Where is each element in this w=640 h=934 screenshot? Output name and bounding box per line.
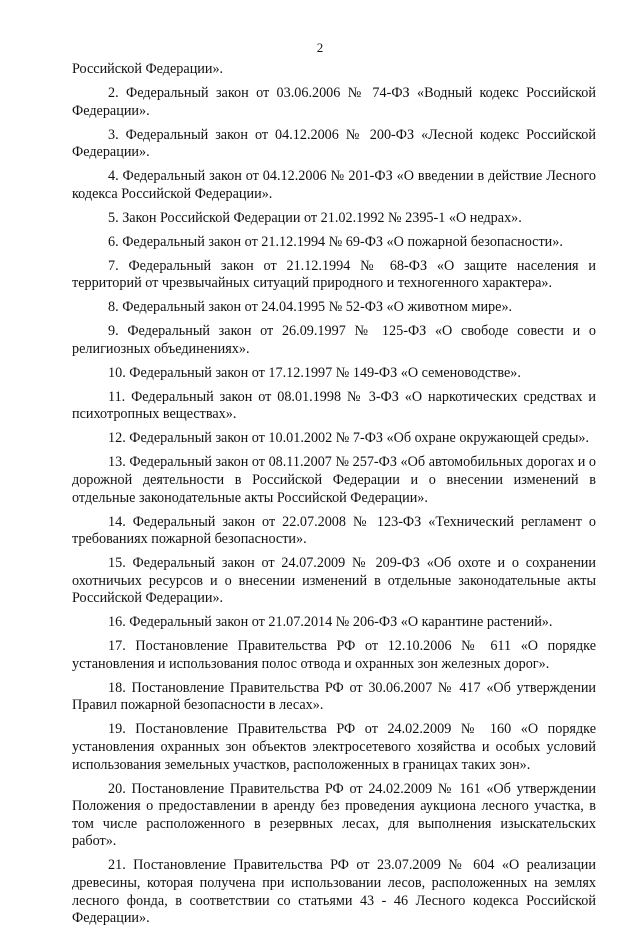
list-item-continuation: Российской Федерации». <box>72 61 224 77</box>
list-item: 11. Федеральный закон от 08.01.1998 № 3-ФЗ «О наркотических средствах и психотропных веществах». <box>72 388 596 423</box>
list-item: 3. Федеральный закон от 04.12.2006 № 200-ФЗ «Лесной кодекс Российской Федерации». <box>72 126 596 161</box>
list-item: 21. Постановление Правительства РФ от 23.07.2009 № 604 «О реализации древесины, которая получена при использовании лесов, расположенных на землях лесного фонда, в соответствии со статьями 43 - 46 Лесного кодекса Российской Федерации». <box>72 857 596 927</box>
list-item: 14. Федеральный закон от 22.07.2008 № 123-ФЗ «Технический регламент о требованиях пожарной безопасности». <box>72 513 596 548</box>
list-item: 18. Постановление Правительства РФ от 30.06.2007 № 417 «Об утверждении Правил пожарной безопасности в лесах». <box>72 679 596 714</box>
list-item: 17. Постановление Правительства РФ от 12.10.2006 № 611 «О порядке установления и использования полос отвода и охранных зон железных дорог». <box>72 638 596 672</box>
list-item: 2. Федеральный закон от 03.06.2006 № 74-ФЗ «Водный кодекс Российской Федерации». <box>72 84 596 119</box>
list-item: 16. Федеральный закон от 21.07.2014 № 206-ФЗ «О карантине растений». <box>108 614 553 631</box>
list-item: 4. Федеральный закон от 04.12.2006 № 201-ФЗ «О введении в действие Лесного кодекса Российской Федерации». <box>72 168 596 202</box>
list-item: 5. Закон Российской Федерации от 21.02.1992 № 2395-1 «О недрах». <box>108 209 522 226</box>
list-item: 15. Федеральный закон от 24.07.2009 № 209-ФЗ «Об охоте и о сохранении охотничьих ресурсов и о внесении изменений в отдельные законодательные акты Российской Федерации». <box>72 555 596 607</box>
document-body <box>72 61 596 934</box>
list-item: 13. Федеральный закон от 08.11.2007 № 257-ФЗ «Об автомобильных дорогах и о дорожной деятельности в Российской Федерации и о внесении изменений в отдельные законодательные акты Российской Федерации». <box>72 454 596 506</box>
list-item: 8. Федеральный закон от 24.04.1995 № 52-ФЗ «О животном мире». <box>108 299 513 316</box>
list-item: 10. Федеральный закон от 17.12.1997 № 149-ФЗ «О семеноводстве». <box>108 364 521 381</box>
list-item: 7. Федеральный закон от 21.12.1994 № 68-ФЗ «О защите населения и территорий от чрезвычайных ситуаций природного и техногенного характера». <box>72 257 596 292</box>
list-item: 19. Постановление Правительства РФ от 24.02.2009 № 160 «О порядке установления охранных зон объектов электросетевого хозяйства и особых условий использования земельных участков, расположенных в границах таких зон». <box>72 721 596 773</box>
list-item: 6. Федеральный закон от 21.12.1994 № 69-ФЗ «О пожарной безопасности». <box>108 233 563 250</box>
page-number: 2 <box>316 40 324 55</box>
list-item: 20. Постановление Правительства РФ от 24.02.2009 № 161 «Об утверждении Положения о предоставлении в аренду без проведения аукциона лесного участка, в том числе расположенного в резервных лесах, для выполнения изыскательских работ». <box>72 780 596 850</box>
list-item: 12. Федеральный закон от 10.01.2002 № 7-ФЗ «Об охране окружающей среды». <box>108 430 590 447</box>
list-item: 9. Федеральный закон от 26.09.1997 № 125-ФЗ «О свободе совести и о религиозных объединениях». <box>72 323 596 357</box>
